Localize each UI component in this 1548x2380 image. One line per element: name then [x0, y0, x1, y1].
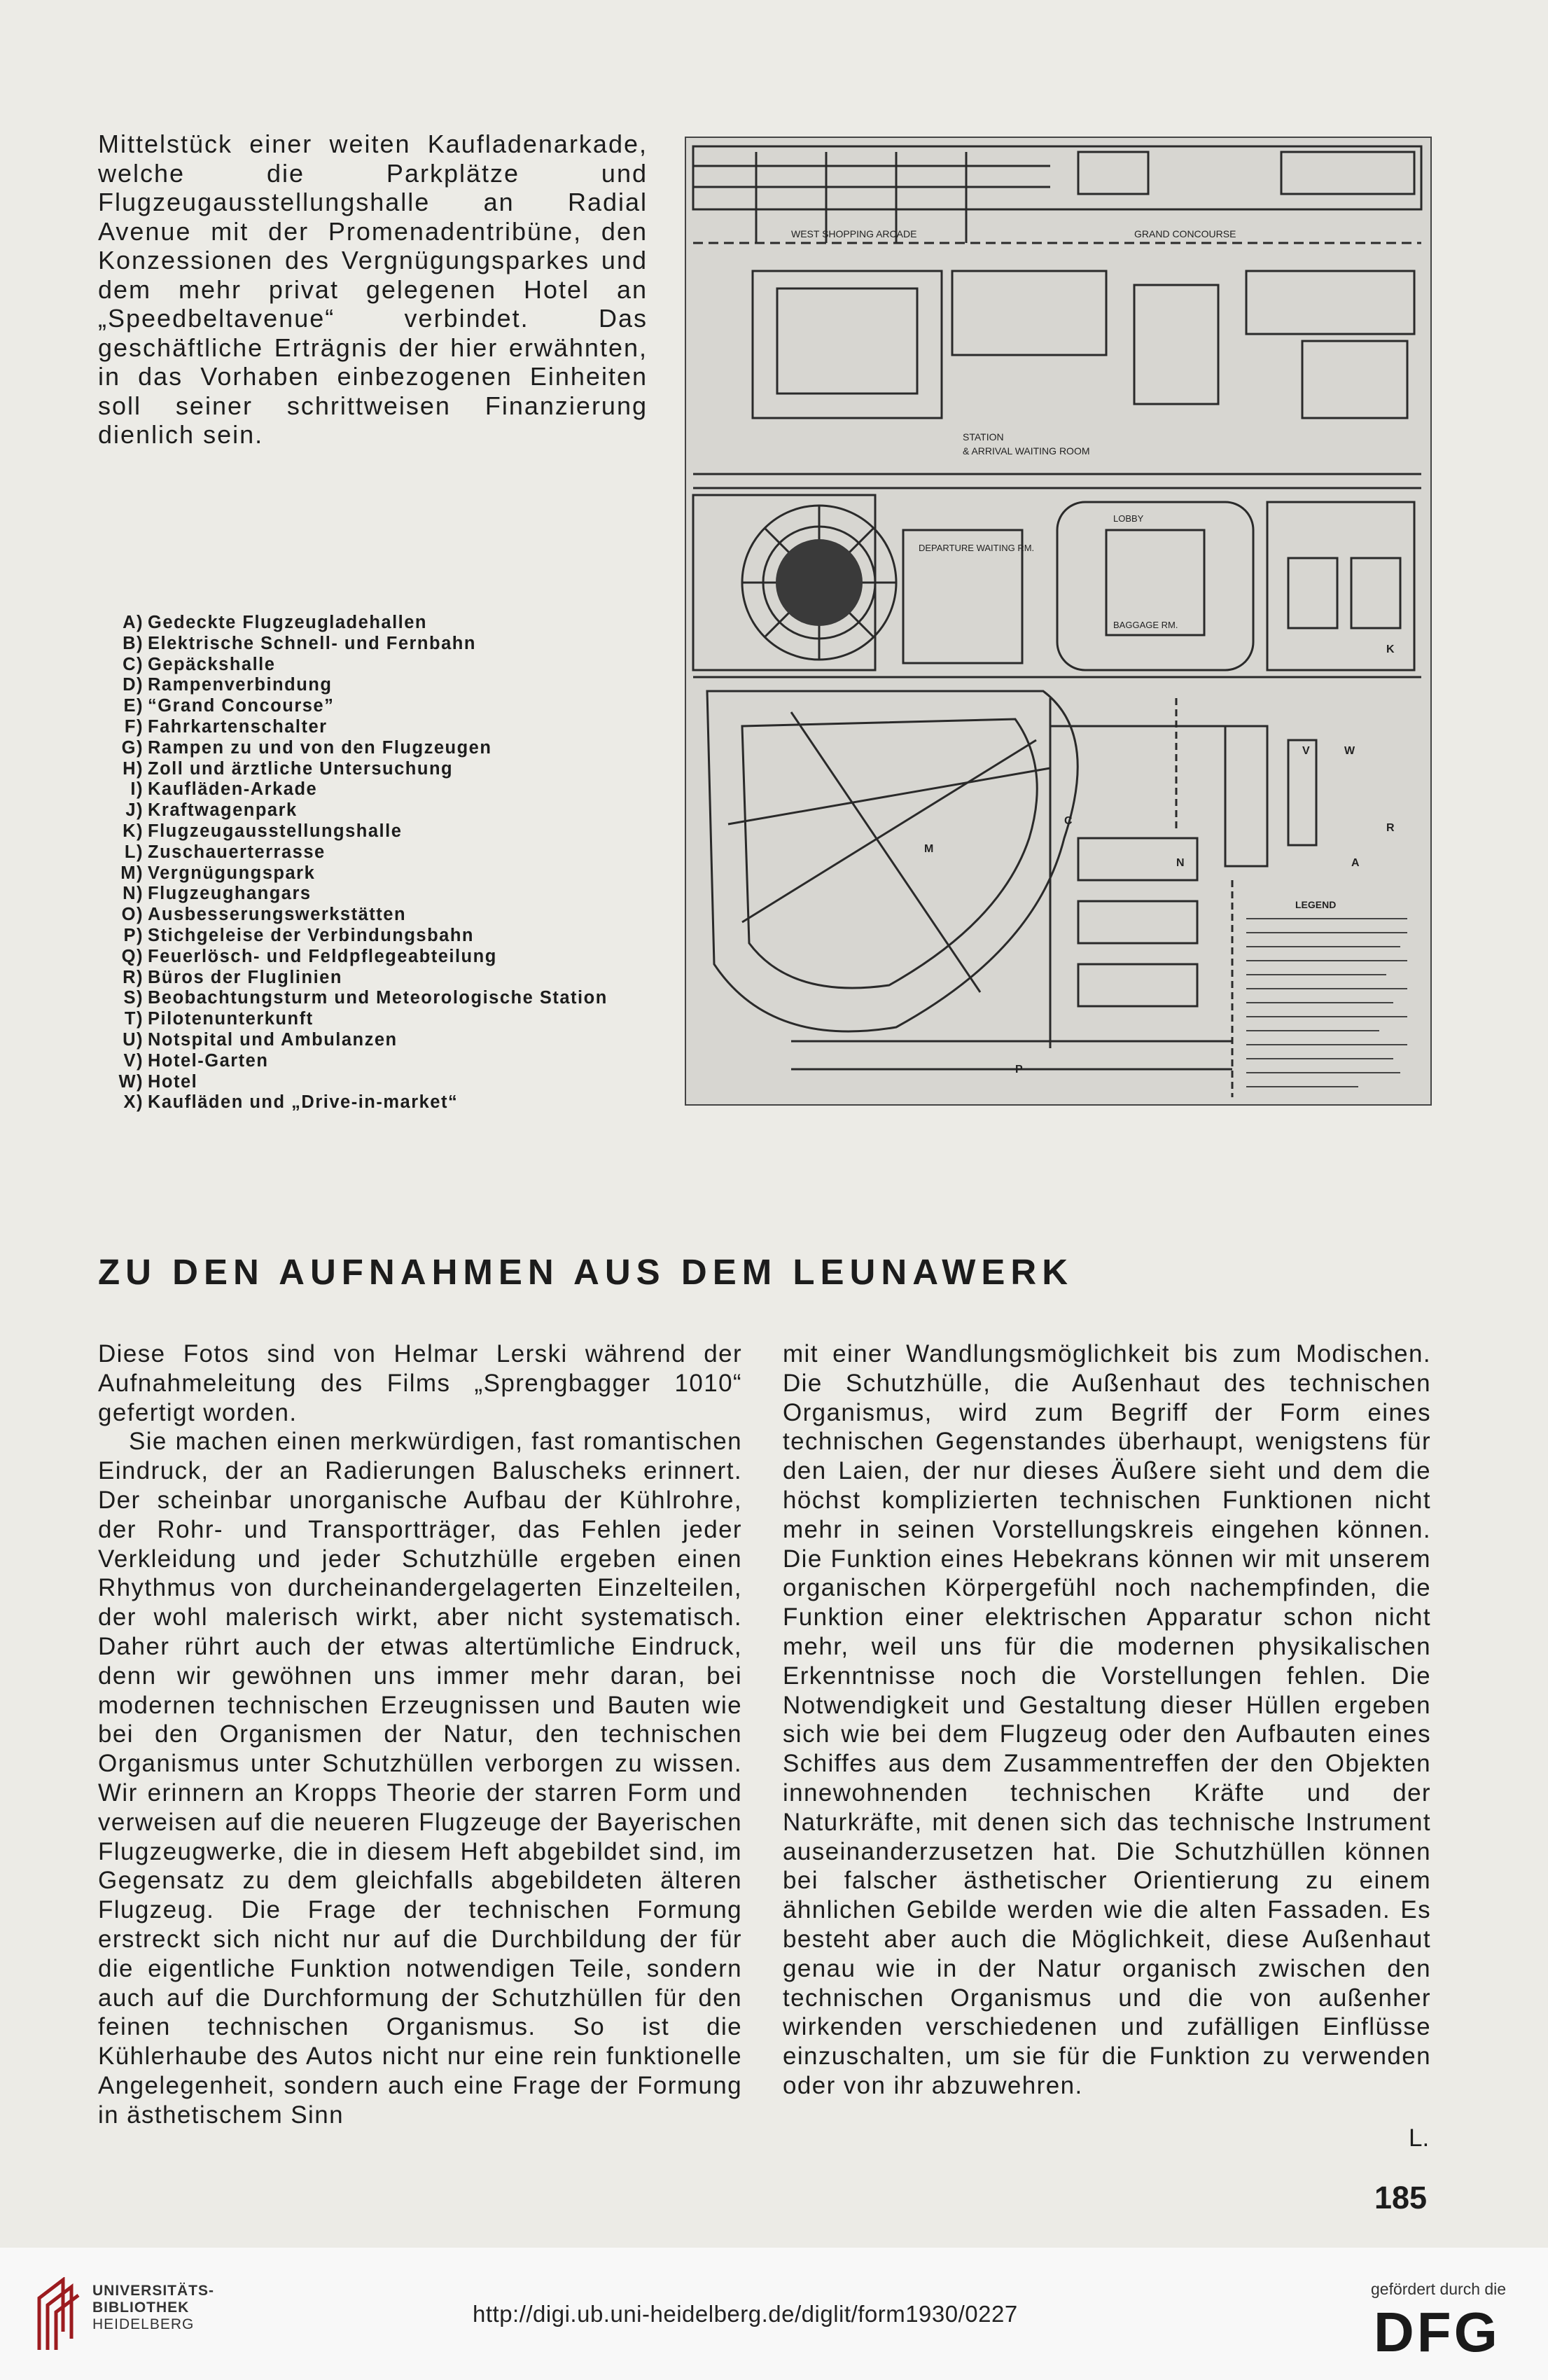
- legend-item: [116, 634, 676, 655]
- plan-letter-r: R: [1386, 822, 1395, 834]
- legend-item: [116, 675, 676, 696]
- legend-key: K): [123, 821, 144, 841]
- legend-item: [116, 988, 676, 1009]
- legend-key: W): [118, 1071, 144, 1092]
- plan-label-departure: DEPARTURE WAITING RM.: [919, 543, 1035, 553]
- legend-label: Kaufläden-Arkade: [148, 779, 318, 800]
- legend-label: Stichgeleise der Verbindungsbahn: [148, 925, 475, 945]
- legend-label: Zuschauerterrasse: [148, 842, 326, 862]
- legend-label: Gedeckte Flugzeugladehallen: [148, 613, 428, 632]
- legend-key: A): [123, 613, 144, 632]
- legend-item: [116, 1072, 676, 1093]
- plan-label-legend: LEGEND: [1295, 899, 1337, 910]
- legend-item: [116, 800, 676, 821]
- legend-label: Büros der Fluglinien: [148, 967, 342, 987]
- legend-key: N): [123, 884, 144, 904]
- legend-item: [116, 1009, 676, 1030]
- legend-key: Q): [121, 946, 144, 966]
- legend-key: C): [123, 654, 144, 674]
- legend-item: [116, 717, 676, 738]
- plan-label-station: STATION: [963, 431, 1004, 443]
- legend-key: I): [130, 779, 144, 800]
- legend-item: [116, 1051, 676, 1072]
- legend-label: Rampenverbindung: [148, 675, 333, 695]
- plan-letter-v: V: [1302, 745, 1310, 757]
- library-line-1: UNIVERSITÄTS-: [92, 2283, 215, 2299]
- plan-letter-p: P: [1015, 1064, 1023, 1076]
- legend-label: Hotel: [148, 1071, 198, 1092]
- legend-key: T): [124, 1009, 144, 1029]
- legend-item: [116, 696, 676, 717]
- dfg-logo-text: DFG: [1374, 2304, 1500, 2357]
- legend-label: Ausbesserungswerkstätten: [148, 905, 407, 925]
- legend-item: [116, 738, 676, 759]
- legend-key: G): [121, 737, 144, 758]
- funding-note: gefördert durch die: [1371, 2280, 1507, 2298]
- legend-item: [116, 759, 676, 780]
- legend-key: O): [121, 905, 144, 925]
- legend-key: U): [123, 1029, 144, 1050]
- legend-key: L): [124, 842, 144, 862]
- legend-label: Elektrische Schnell- und Fernbahn: [148, 633, 476, 653]
- legend-key: S): [123, 988, 144, 1008]
- university-library-name: [92, 2283, 214, 2333]
- document-url-link[interactable]: http://digi.ub.uni-heidelberg.de/diglit/form1930/0227: [473, 2301, 1018, 2327]
- legend-key: B): [123, 633, 144, 653]
- plan-label-baggage: BAGGAGE RM.: [1113, 620, 1178, 630]
- legend-label: Feuerlösch- und Feldpflegeabteilung: [148, 946, 497, 966]
- legend-key: H): [123, 758, 144, 779]
- legend-label: Notspital und Ambulanzen: [148, 1029, 398, 1050]
- legend-label: Hotel-Garten: [148, 1050, 269, 1071]
- text-column-left: [98, 1339, 742, 2130]
- university-library-logo-icon: [35, 2277, 83, 2354]
- left-paragraph-1: Diese Fotos sind von Helmar Lerski während der Aufnahmeleitung des Films „Sprengbagger 1010“ gefertigt worden.: [98, 1340, 742, 1426]
- airport-plan-svg: [686, 138, 1430, 1104]
- left-paragraph-2: Sie machen einen merkwürdigen, fast romantischen Eindruck, der an Radierungen Baluscheks erinnert. Der scheinbar unorganische Aufbau der Kühlrohre, der Rohr- und Transportträger, das Fehlen jeder Verkleidung und jeder Schutzhülle ergeben einen Rhythmus von durcheinandergelagerten Einzelteilen, der wohl malerisch wirkt, aber nicht systematisch. Daher rührt auch der etwas altertümliche Eindruck, denn wir gewöhnen uns immer mehr daran, bei modernen technischen Erzeugnissen und Bauten wie bei den Organismen der Natur, den technischen Organismus unter Schutzhüllen verborgen zu wissen. Wir erinnern an Kropps Theorie der starren Form und verweisen auf die neueren Flugzeuge der Bayerischen Flugzeugwerke, die in diesem Heft abgebildet sind, im Gegensatz zu dem gleichfalls abgebildeten älteren Flugzeug. Die Frage der technischen Formung erstreckt sich nicht nur auf die Durchbildung der für die eigentliche Funktion notwendigen Teile, sondern auch auf die Durchformung der Schutzhüllen für den feinen technischen Organismus. So ist die Kühlerhaube des Autos nicht nur eine rein funktionelle Angelegenheit, sondern auch eine Frage der Formung in ästhetischem Sinn: [98, 1428, 742, 2129]
- legend-item: [116, 613, 676, 634]
- library-line-3: HEIDELBERG: [92, 2316, 195, 2332]
- legend-label: Vergnügungspark: [148, 863, 316, 883]
- legend-item: [116, 655, 676, 676]
- plan-legend-list: [116, 613, 676, 1113]
- legend-item: [116, 821, 676, 842]
- legend-label: Flugzeugausstellungshalle: [148, 821, 403, 841]
- legend-key: D): [123, 675, 144, 695]
- legend-item: [116, 1092, 676, 1113]
- plan-label-lobby: LOBBY: [1113, 513, 1144, 524]
- legend-key: P): [123, 925, 144, 945]
- legend-label: Kaufläden und „Drive-in-market“: [148, 1092, 459, 1113]
- legend-label: Fahrkartenschalter: [148, 716, 328, 737]
- plan-label-shopping: WEST SHOPPING ARCADE: [791, 228, 917, 239]
- dfg-logo-icon: [1374, 2304, 1528, 2357]
- legend-label: Pilotenunterkunft: [148, 1009, 314, 1029]
- plan-letter-n: N: [1176, 857, 1185, 869]
- plan-label-arrival: & ARRIVAL WAITING ROOM: [963, 445, 1090, 457]
- legend-label: “Grand Concourse”: [148, 696, 335, 716]
- legend-item: [116, 884, 676, 905]
- plan-letter-c: C: [1064, 815, 1073, 827]
- legend-item: [116, 947, 676, 968]
- plan-letter-k: K: [1386, 643, 1395, 655]
- legend-label: Gepäckshalle: [148, 654, 276, 674]
- plan-letter-w: W: [1344, 745, 1355, 757]
- airport-plan-drawing: [685, 137, 1432, 1106]
- legend-item: [116, 863, 676, 884]
- section-heading: ZU DEN AUFNAHMEN AUS DEM LEUNAWERK: [98, 1252, 1074, 1292]
- legend-key: M): [120, 863, 144, 883]
- legend-label: Kraftwagenpark: [148, 800, 298, 821]
- legend-key: R): [123, 967, 144, 987]
- page-number: 185: [1374, 2180, 1428, 2215]
- legend-key: J): [125, 800, 144, 821]
- plan-letter-m: M: [924, 843, 934, 855]
- legend-key: E): [123, 696, 144, 716]
- intro-paragraph: Mittelstück einer weiten Kaufladenarkade, welche die Parkplätze und Flugzeugausstellungshalle an Radial Avenue mit der Promenadentribüne, den Konzessionen des Vergnügungsparkes und dem mehr privat gelegenen Hotel an „Speedbeltavenue“ verbindet. Das geschäftliche Erträgnis der hier erwähnten, in das Vorhaben einbezogenen Einheiten soll seiner schrittweisen Finanzierung dienlich sein.: [98, 130, 648, 449]
- legend-key: X): [123, 1092, 144, 1113]
- legend-item: [116, 779, 676, 800]
- legend-item: [116, 968, 676, 989]
- legend-item: [116, 842, 676, 863]
- text-column-right: [783, 1339, 1431, 2101]
- plan-letter-a: A: [1351, 857, 1360, 869]
- legend-label: Beobachtungsturm und Meteorologische Station: [148, 988, 608, 1008]
- right-paragraph: mit einer Wandlungsmöglichkeit bis zum Modischen. Die Schutzhülle, die Außenhaut des technischen Organismus, wird zum Begriff der Form eines technischen Gegenstandes überhaupt, wenigstens für den Laien, der nur dieses Äußere sieht und dem die höchst komplizierten technischen Funktionen nicht mehr in seinen Vorstellungskreis eingehen können. Die Funktion eines Hebekrans können wir mit unserem organischen Körpergefühl noch nachempfinden, die Funktion einer elektrischen Apparatur schon nicht mehr, weil uns für die modernen physikalischen Erkenntnisse noch die Vorstellungen fehlen. Die Notwendigkeit und Gestaltung dieser Hüllen ergeben sich wie bei dem Flugzeug oder den Aufbauten eines Schiffes aus dem Zusammentreffen der den Objekten innewohnenden technischen Kräfte und der Naturkräfte, mit denen sich das technische Instrument auseinanderzusetzen hat. Die Schutzhüllen können bei falscher ästhetischer Orientierung zu einem ähnlichen Gebilde werden wie die alten Fassaden. Es besteht aber auch die Möglichkeit, diese Außenhaut genau wie in der Natur organisch zwischen den technischen Organismus und die von außenher wirkenden verschiedenen und zufälligen Einflüsse einzuschalten, um sie für die Funktion zu verwenden oder von ihr abzuwehren.: [783, 1340, 1431, 2099]
- legend-label: Flugzeughangars: [148, 884, 312, 904]
- legend-item: [116, 905, 676, 926]
- legend-item: [116, 926, 676, 947]
- author-signature: L.: [1409, 2124, 1430, 2152]
- legend-label: Zoll und ärztliche Untersuchung: [148, 758, 454, 779]
- legend-item: [116, 1030, 676, 1051]
- plan-label-concourse: GRAND CONCOURSE: [1134, 228, 1236, 239]
- legend-key: V): [123, 1050, 144, 1071]
- library-line-2: BIBLIOTHEK: [92, 2299, 190, 2316]
- legend-label: Rampen zu und von den Flugzeugen: [148, 737, 492, 758]
- legend-key: F): [124, 716, 144, 737]
